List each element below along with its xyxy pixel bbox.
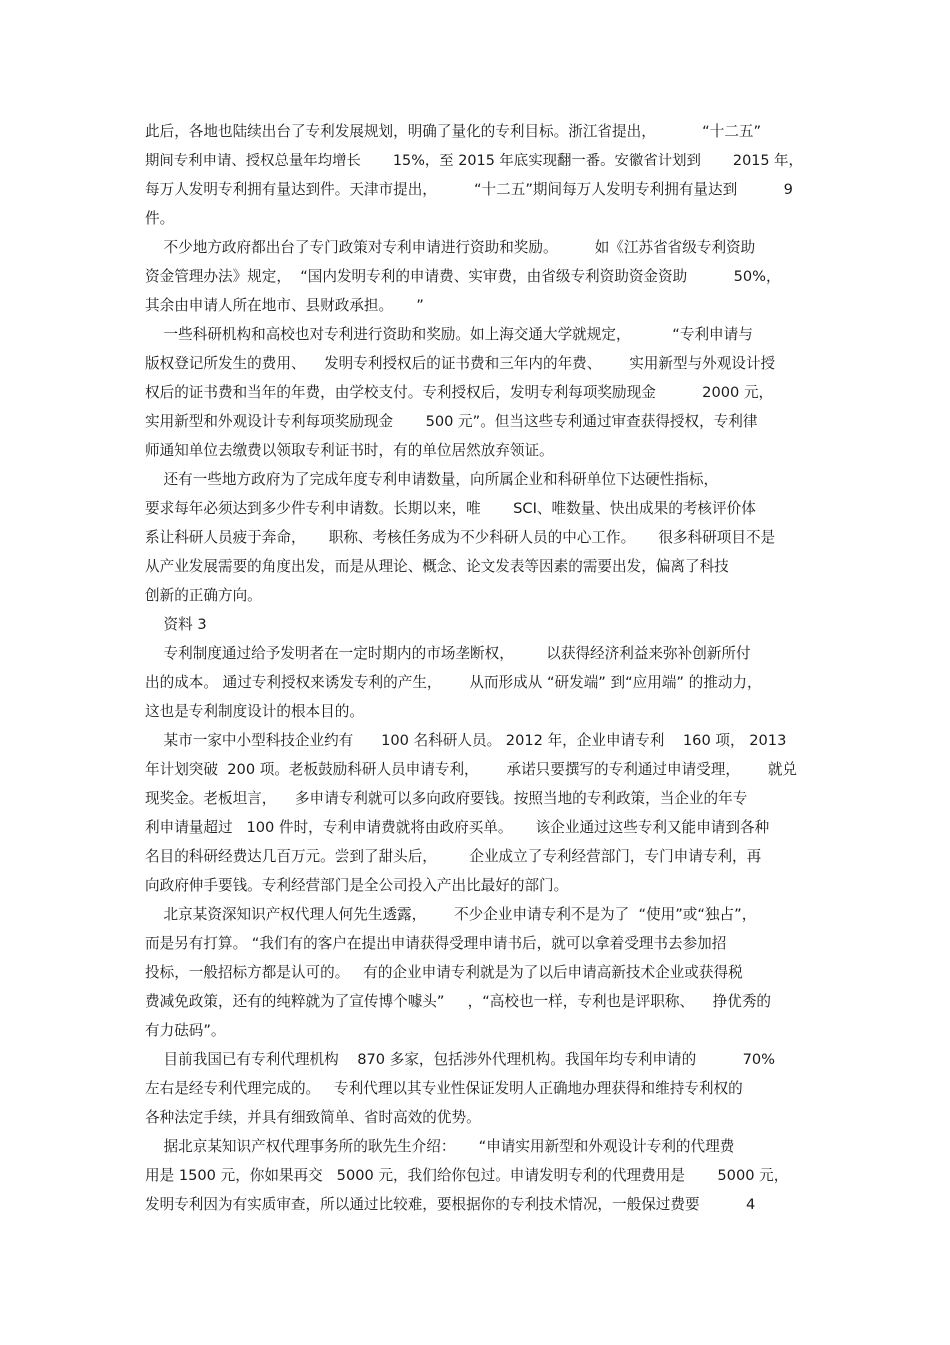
text-line: 用是 1500 元，你如果再交 5000 元，我们给你包过。申请发明专利的代理费用是 5000 元， bbox=[145, 1167, 789, 1184]
text-line: 发明专利因为有实质审查，所以通过比较难，要根据你的专利技术情况，一般保过费要 4 bbox=[145, 1196, 756, 1213]
text-line: 此后，各地也陆续出台了专利发展规划，明确了量化的专利目标。浙江省提出， “十二五” bbox=[145, 123, 762, 140]
text-line: 权后的证书费和当年的年费，由学校支付。专利授权后，发明专利每项奖励现金 2000 元， bbox=[145, 384, 774, 401]
text-line: 出的成本。 通过专利授权来诱发专利的产生， 从而形成从 “研发端” 到“应用端” 的推动力， bbox=[145, 674, 762, 691]
text-line: 版权登记所发生的费用、 发明专利授权后的证书费和三年内的年费、 实用新型与外观设计授 bbox=[145, 355, 776, 372]
text-line: 现奖金。老板坦言， 多申请专利就可以多向政府要钱。按照当地的专利政策，当企业的年专 bbox=[145, 790, 748, 807]
section-heading: 资料 3 bbox=[145, 616, 207, 633]
text-line: 利申请量超过 100 件时，专利申请费就将由政府买单。 该企业通过这些专利又能申请到各种 bbox=[145, 819, 770, 836]
text-line: 从产业发展需要的角度出发，而是从理论、概念、论文发表等因素的需要出发，偏离了科技 bbox=[145, 558, 729, 575]
text-line: 还有一些地方政府为了完成年度专利申请数量，向所属企业和科研单位下达硬性指标， bbox=[145, 471, 719, 488]
text-line: 一些科研机构和高校也对专利进行资助和奖励。如上海交通大学就规定， “专利申请与 bbox=[145, 326, 753, 343]
text-line: 每万人发明专利拥有量达到件。天津市提出， “十二五”期间每万人发明专利拥有量达到 9 bbox=[145, 181, 793, 198]
text-line: 费减免政策，还有的纯粹就为了宣传博个噱头” ，“高校也一样，专利也是评职称、 挣优秀的 bbox=[145, 993, 772, 1010]
text-line: 有力砝码”。 bbox=[145, 1022, 226, 1039]
text-line: 师通知单位去缴费以领取专利证书时，有的单位居然放弃领证。 bbox=[145, 442, 554, 459]
text-line: 某市一家中小型科技企业约有 100 名科研人员。 2012 年，企业申请专利 160 项， 2013 bbox=[145, 732, 787, 749]
text-line: 年计划突破 200 项。老板鼓励科研人员申请专利， 承诺只要撰写的专利通过申请受理， 就兑 bbox=[145, 761, 798, 778]
text-line: 专利制度通过给予发明者在一定时期内的市场垄断权， 以获得经济利益来弥补创新所付 bbox=[145, 645, 751, 662]
text-line: 目前我国已有专利代理机构 870 多家，包括涉外代理机构。我国年均专利申请的 70% bbox=[145, 1051, 776, 1068]
text-line: 实用新型和外观设计专利每项奖励现金 500 元”。但当这些专利通过审查获得授权，专利律 bbox=[145, 413, 758, 430]
text-line: 创新的正确方向。 bbox=[145, 587, 262, 604]
text-line: 其余由申请人所在地市、县财政承担。 ” bbox=[145, 297, 424, 314]
text-line: 要求每年必须达到多少件专利申请数。长期以来，唯 SCI、唯数量、快出成果的考核评价体 bbox=[145, 500, 756, 517]
text-line: 投标，一般招标方都是认可的。 有的企业申请专利就是为了以后申请高新技术企业或获得税 bbox=[145, 964, 743, 981]
text-line: 北京某资深知识产权代理人何先生透露， 不少企业申请专利不是为了 “使用”或“独占”， bbox=[145, 906, 757, 923]
text-line: 期间专利申请、授权总量年均增长 15%，至 2015 年底实现翻一番。安徽省计划到 2015 年， bbox=[145, 153, 803, 169]
text-line: 件。 bbox=[145, 210, 175, 227]
text-line: 向政府伸手要钱。专利经营部门是全公司投入产出比最好的部门。 bbox=[145, 877, 569, 894]
text-line: 据北京某知识产权代理事务所的耿先生介绍： “申请实用新型和外观设计专利的代理费 bbox=[145, 1138, 735, 1155]
text-line: 这也是专利制度设计的根本目的。 bbox=[145, 703, 364, 720]
text-line: 不少地方政府都出台了专门政策对专利申请进行资助和奖励。 如《江苏省省级专利资助 bbox=[145, 239, 756, 256]
text-line: 左右是经专利代理完成的。 专利代理以其专业性保证发明人正确地办理获得和维持专利权的 bbox=[145, 1080, 743, 1097]
text-line: 名目的科研经费达几百万元。尝到了甜头后， 企业成立了专利经营部门，专门申请专利，再 bbox=[145, 848, 762, 865]
text-line: 各种法定手续，并具有细致简单、省时高效的优势。 bbox=[145, 1109, 481, 1126]
text-line: 资金管理办法》规定， “国内发明专利的申请费、实审费，由省级专利资助资金资助 50%， bbox=[145, 268, 781, 285]
text-line: 而是另有打算。 “我们有的客户在提出申请获得受理申请书后，就可以拿着受理书去参加招 bbox=[145, 935, 727, 952]
text-line: 系让科研人员疲于奔命， 职称、考核任务成为不少科研人员的中心工作。 很多科研项目不是 bbox=[145, 529, 776, 546]
